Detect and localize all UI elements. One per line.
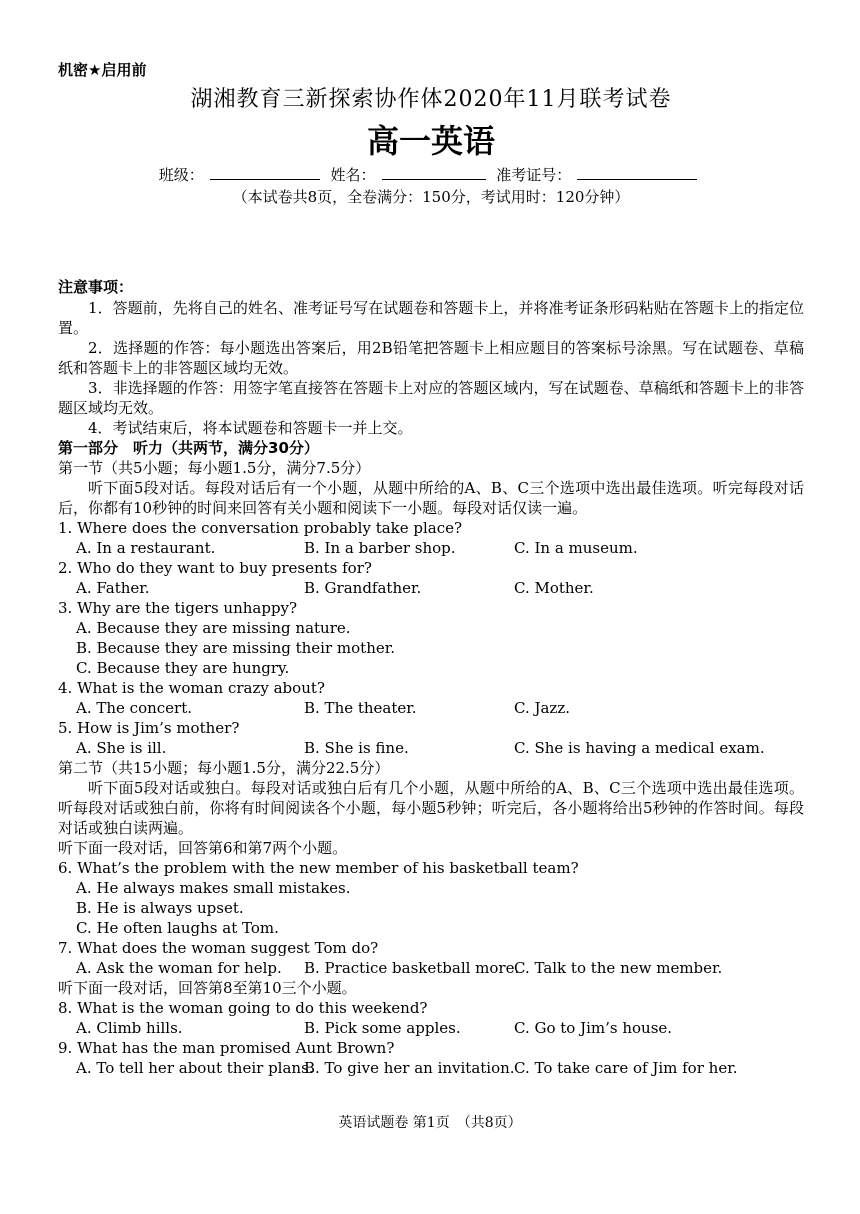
section2-instructions: 听下面5段对话或独白。每段对话或独白后有几个小题，从题中所给的A、B、C三个选项中选出最佳选项。听每段对话或独白前，你将有时间阅读各个小题，每小题5秒钟；听完后，各小题将给出5秒钟的作答时间。每段对话或独白读两遍。 (58, 779, 804, 837)
option-a: A. To tell her about their plans. (76, 1059, 314, 1077)
option-b: B. Pick some apples. (304, 1019, 461, 1037)
options-row (58, 738, 804, 758)
options-row (58, 538, 804, 558)
option-c: C. He often laughs at Tom. (76, 919, 279, 937)
options-row (58, 698, 804, 718)
question: 6. What’s the problem with the new member of his basketball team? (58, 859, 579, 877)
options-row (58, 958, 804, 978)
options-row (58, 1058, 804, 1078)
section1-instructions: 听下面5段对话。每段对话后有一个小题，从题中所给的A、B、C三个选项中选出最佳选项。听完每段对话后，你都有10秒钟的时间来回答有关小题和阅读下一小题。每段对话仅读一遍。 (58, 479, 804, 517)
question: 2. Who do they want to buy presents for? (58, 559, 372, 577)
option-b: B. She is fine. (304, 739, 409, 757)
notice-item: 3．非选择题的作答：用签字笔直接答在答题卡上对应的答题区域内，写在试题卷、草稿纸和答题卡上的非答题区域均无效。 (58, 379, 804, 417)
option-b: B. He is always upset. (76, 899, 244, 917)
options-row (58, 578, 804, 598)
name-blank (382, 164, 486, 180)
paper-note: （本试卷共8页，全卷满分：150分，考试用时：120分钟） (232, 188, 630, 206)
section1-title: 第一节（共5小题；每小题1.5分，满分7.5分） (58, 459, 371, 477)
question: 5. How is Jim’s mother? (58, 719, 240, 737)
subject-title: 高一英语 (366, 122, 495, 160)
confidential-label: 机密★启用前 (58, 61, 147, 79)
option-c: C. Talk to the new member. (514, 959, 723, 977)
part1-title: 第一部分 听力（共两节，满分30分） (58, 439, 319, 457)
class-blank (210, 164, 320, 180)
option-c: C. In a museum. (514, 539, 638, 557)
name-label: 姓名： (330, 166, 376, 184)
question: 8. What is the woman going to do this weekend? (58, 999, 428, 1017)
question: 3. Why are the tigers unhappy? (58, 599, 298, 617)
section2-title: 第二节（共15小题；每小题1.5分，满分22.5分） (58, 759, 390, 777)
question: 9. What has the man promised Aunt Brown? (58, 1039, 395, 1057)
option-b: B. Because they are missing their mother. (76, 639, 396, 657)
option-b: B. To give her an invitation. (304, 1059, 515, 1077)
option-c: C. She is having a medical exam. (514, 739, 765, 757)
id-blank (577, 164, 697, 180)
question: 4. What is the woman crazy about? (58, 679, 325, 697)
dialog-intro: 听下面一段对话，回答第8至第10三个小题。 (58, 979, 357, 997)
option-c: C. Jazz. (514, 699, 571, 717)
notice-item: 2．选择题的作答：每小题选出答案后，用2B铅笔把答题卡上相应题目的答案标号涂黑。写在试题卷、草稿纸和答题卡上的非答题区域均无效。 (58, 339, 804, 377)
question: 7. What does the woman suggest Tom do? (58, 939, 379, 957)
class-label: 班级： (158, 166, 204, 184)
option-a: A. He always makes small mistakes. (76, 879, 351, 897)
question: 1. Where does the conversation probably take place? (58, 519, 463, 537)
option-c: C. Mother. (514, 579, 594, 597)
option-a: A. The concert. (76, 699, 193, 717)
option-a: A. She is ill. (76, 739, 167, 757)
option-b: B. Grandfather. (304, 579, 422, 597)
exam-title: 湖湘教育三新探索协作体2020年11月联考试卷 (190, 87, 672, 112)
student-info-line (58, 164, 804, 186)
notice-item: 1．答题前，先将自己的姓名、准考证号写在试题卷和答题卡上，并将准考证条形码粘贴在答题卡上的指定位置。 (58, 299, 804, 337)
option-c: C. Because they are hungry. (76, 659, 290, 677)
notice-title: 注意事项： (58, 278, 134, 296)
option-a: A. Father. (76, 579, 150, 597)
page-footer: 英语试题卷 第1页 （共8页） (338, 1115, 522, 1131)
id-label: 准考证号： (496, 166, 572, 184)
notice-item: 4．考试结束后，将本试题卷和答题卡一并上交。 (88, 419, 413, 437)
option-a: A. Climb hills. (76, 1019, 183, 1037)
option-b: B. The theater. (304, 699, 417, 717)
options-row (58, 1018, 804, 1038)
option-a: A. Ask the woman for help. (76, 959, 282, 977)
option-b: B. Practice basketball more. (304, 959, 520, 977)
option-c: C. To take care of Jim for her. (514, 1059, 738, 1077)
option-a: A. In a restaurant. (76, 539, 216, 557)
option-c: C. Go to Jim’s house. (514, 1019, 673, 1037)
dialog-intro: 听下面一段对话，回答第6和第7两个小题。 (58, 839, 348, 857)
option-a: A. Because they are missing nature. (76, 619, 351, 637)
option-b: B. In a barber shop. (304, 539, 456, 557)
